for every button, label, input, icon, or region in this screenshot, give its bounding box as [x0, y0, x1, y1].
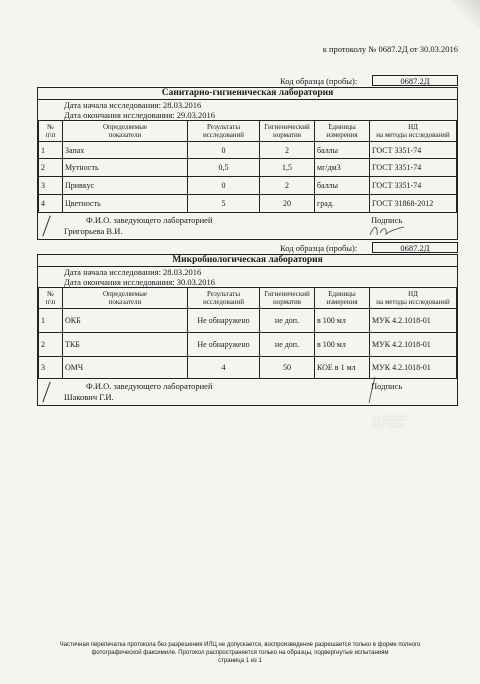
date-end: Дата окончания исследования: 29.03.2016 [64, 110, 215, 120]
protocol-reference: к протоколу № 0687.2Д от 30.03.2016 [322, 44, 458, 54]
head-role: Ф.И.О. заведующего лабораторией [86, 381, 213, 391]
sample-code-value: 0687.2Д [372, 242, 458, 253]
section-title: Санитарно-гигиеническая лаборатория [38, 88, 457, 100]
results-table [38, 287, 457, 379]
table-header-row [39, 288, 457, 309]
col-header: НД на методы исследований [370, 121, 457, 142]
cell-num: 2 [39, 333, 63, 357]
cell-result: 5 [188, 195, 260, 213]
page-counter: страница 1 из 1 [218, 658, 262, 664]
cell-num: 4 [39, 195, 63, 213]
cell-result: 0 [188, 177, 260, 195]
cell-method: МУК 4.2.1018-01 [370, 333, 457, 357]
cell-method: ГОСТ 3351-74 [370, 177, 457, 195]
cell-indicator: Цветность [63, 195, 188, 213]
cell-unit: мг/дм3 [315, 159, 370, 177]
sample-code-label: Код образца (пробы): [280, 243, 358, 253]
col-header: НД на методы исследований [370, 288, 457, 309]
cell-unit: баллы [315, 177, 370, 195]
signature-block [38, 379, 457, 405]
signature-block [38, 213, 457, 239]
cell-indicator: ОМЧ [63, 357, 188, 379]
cell-indicator: Привкус [63, 177, 188, 195]
table-row [39, 159, 457, 177]
cell-norm: не доп. [260, 309, 315, 333]
col-header: Единицы измерения [315, 288, 370, 309]
head-name: Григорьева В.И. [64, 226, 123, 236]
sample-code-label: Код образца (пробы): [280, 76, 358, 86]
pen-stroke [42, 381, 50, 402]
table-row [39, 195, 457, 213]
cell-unit: баллы [315, 142, 370, 159]
cell-result: Не обнаружено [188, 309, 260, 333]
pen-stroke [42, 215, 50, 236]
signature-scribble [363, 375, 383, 405]
cell-result: 0 [188, 142, 260, 159]
cell-num: 3 [39, 357, 63, 379]
cell-indicator: ОКБ [63, 309, 188, 333]
sanitary-lab-section [37, 87, 458, 240]
cell-indicator: Запах [63, 142, 188, 159]
signature-label: Подпись [371, 381, 403, 391]
col-header: Гигиенический норматив [260, 288, 315, 309]
cell-result: 0,5 [188, 159, 260, 177]
cell-norm: 20 [260, 195, 315, 213]
section-title: Микробиологическая лаборатория [38, 255, 457, 267]
page-corner-curl [452, 0, 480, 28]
sample-code-row [230, 76, 458, 87]
cell-unit: КОЕ в 1 мл [315, 357, 370, 379]
cell-num: 1 [39, 142, 63, 159]
footer-line: Частичная перепечатка протокола без разрешения ИЛЦ не допускается, воспроизведение разрешается только в форме полного [59, 642, 421, 648]
footer-line: фотографической факсимиле. Протокол распространяется только на образцы, подвергнутые испытаниям [91, 650, 389, 656]
cell-method: МУК 4.2.1018-01 [370, 309, 457, 333]
signature-scribble [368, 223, 408, 239]
col-header: № п\п [39, 121, 63, 142]
head-name: Шакович Г.И. [64, 392, 114, 402]
results-table [38, 120, 457, 213]
table-row [39, 309, 457, 333]
cell-norm: 50 [260, 357, 315, 379]
cell-result: Не обнаружено [188, 333, 260, 357]
cell-method: ГОСТ 3351-74 [370, 142, 457, 159]
cell-norm: 1,5 [260, 159, 315, 177]
table-header-row [39, 121, 457, 142]
cell-indicator: Мутность [63, 159, 188, 177]
cell-num: 3 [39, 177, 63, 195]
date-start: Дата начала исследования: 28.03.2016 [64, 100, 202, 110]
table-row [39, 333, 457, 357]
col-header: Определяемые показатели [63, 288, 188, 309]
cell-num: 2 [39, 159, 63, 177]
cell-norm: 2 [260, 177, 315, 195]
cell-unit: в 100 мл [315, 333, 370, 357]
col-header: Определяемые показатели [63, 121, 188, 142]
date-end: Дата окончания исследования: 30.03.2016 [64, 277, 215, 287]
cell-method: ГОСТ 31868-2012 [370, 195, 457, 213]
col-header: Гигиенический норматив [260, 121, 315, 142]
col-header: Результаты исследований [188, 288, 260, 309]
cell-method: МУК 4.2.1018-01 [370, 357, 457, 379]
cell-num: 1 [39, 309, 63, 333]
footer-notice [40, 641, 440, 665]
cell-norm: не доп. [260, 333, 315, 357]
cell-unit: град. [315, 195, 370, 213]
cell-result: 4 [188, 357, 260, 379]
head-role: Ф.И.О. заведующего лабораторией [86, 215, 213, 225]
bleed-through-text: ░░ ░░░░░░ ░░░ ░░░░ [372, 416, 408, 429]
table-row [39, 177, 457, 195]
col-header: Единицы измерения [315, 121, 370, 142]
cell-method: ГОСТ 3351-74 [370, 159, 457, 177]
table-row [39, 142, 457, 159]
table-row [39, 357, 457, 379]
signature-label: Подпись [371, 215, 403, 225]
microbiology-lab-section [37, 254, 458, 406]
col-header: Результаты исследований [188, 121, 260, 142]
cell-norm: 2 [260, 142, 315, 159]
sample-code-value: 0687.2Д [372, 75, 458, 86]
col-header: № п\п [39, 288, 63, 309]
cell-indicator: ТКБ [63, 333, 188, 357]
sample-code-row [230, 243, 458, 254]
date-start: Дата начала исследования: 28.03.2016 [64, 267, 202, 277]
cell-unit: в 100 мл [315, 309, 370, 333]
